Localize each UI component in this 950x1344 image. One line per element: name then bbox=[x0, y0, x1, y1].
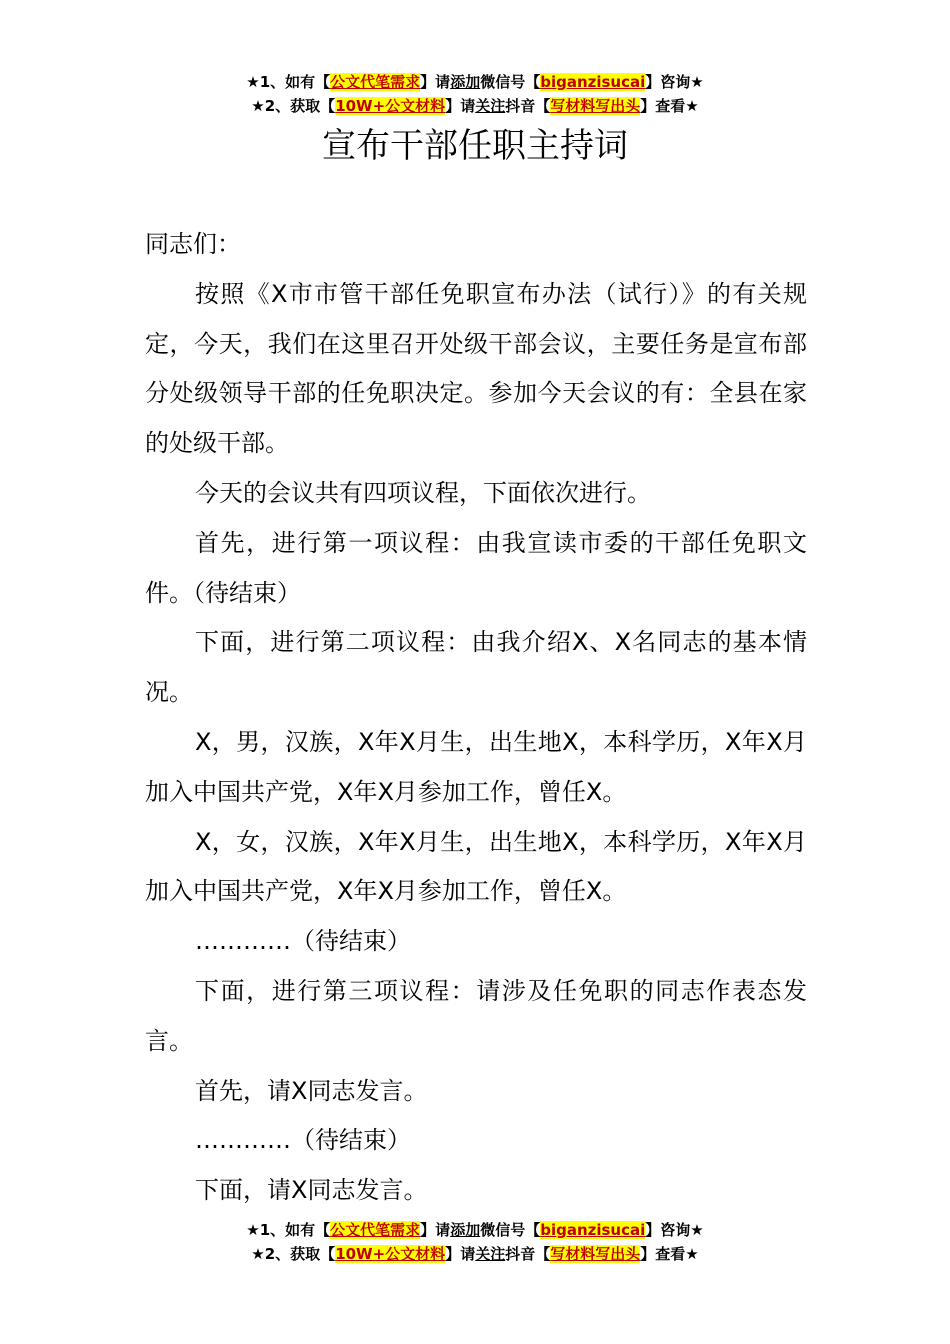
banner-text: 微信号【 bbox=[480, 1221, 541, 1239]
underlined-text: 添加 bbox=[450, 73, 481, 91]
body-paragraph: 下面，进行第二项议程：由我介绍X、X名同志的基本情况。 bbox=[145, 628, 807, 707]
highlight-text: biganzisucai bbox=[540, 1221, 646, 1239]
banner-text: ★1、如有【 bbox=[246, 1221, 331, 1239]
highlight-text: 公文代笔需求 bbox=[330, 73, 421, 91]
body-paragraph: X，男，汉族，X年X月生，出生地X，本科学历，X年X月加入中国共产党，X年X月参加工作，曾任X。 bbox=[145, 727, 807, 806]
body-paragraph: …………（待结束） bbox=[195, 927, 411, 956]
footer-banner bbox=[0, 1218, 950, 1266]
footer-line-2 bbox=[0, 1242, 950, 1266]
body-paragraph: 下面，请X同志发言。 bbox=[195, 1176, 428, 1205]
underlined-text: 关注 bbox=[475, 97, 506, 115]
body-paragraph: X，女，汉族，X年X月生，出生地X，本科学历，X年X月加入中国共产党，X年X月参加工作，曾任X。 bbox=[145, 827, 807, 906]
banner-text: 】请 bbox=[420, 1221, 451, 1239]
banner-text: 】请 bbox=[445, 1245, 476, 1263]
banner-text: 抖音【 bbox=[505, 97, 551, 115]
salutation: 同志们： bbox=[145, 230, 241, 258]
banner-text: 】查看★ bbox=[640, 1245, 699, 1263]
highlight-text: 10W+公文材料 bbox=[335, 97, 446, 115]
body-paragraph: 首先，请X同志发言。 bbox=[195, 1076, 428, 1105]
footer-line-1 bbox=[0, 1218, 950, 1242]
underlined-text: 关注 bbox=[475, 1245, 506, 1263]
underlined-text: 添加 bbox=[450, 1221, 481, 1239]
header-line-2 bbox=[0, 94, 950, 118]
banner-text: 】咨询★ bbox=[645, 1221, 704, 1239]
body-paragraph: 首先，进行第一项议程：由我宣读市委的干部任免职文件。（待结束） bbox=[145, 528, 807, 607]
banner-text: 】请 bbox=[445, 97, 476, 115]
highlight-text: 写材料写出头 bbox=[550, 97, 641, 115]
banner-text: 抖音【 bbox=[505, 1245, 551, 1263]
banner-text: 】咨询★ bbox=[645, 73, 704, 91]
body-paragraph: 今天的会议共有四项议程，下面依次进行。 bbox=[195, 478, 651, 507]
highlight-text: 写材料写出头 bbox=[550, 1245, 641, 1263]
banner-text: 微信号【 bbox=[480, 73, 541, 91]
body-paragraph: …………（待结束） bbox=[195, 1126, 411, 1155]
body-paragraph: 按照《X市市管干部任免职宣布办法（试行）》的有关规定，今天，我们在这里召开处级干部会议，主要任务是宣布部分处级领导干部的任免职决定。参加今天会议的有：全县在家的处级干部。 bbox=[145, 279, 807, 458]
banner-text: ★1、如有【 bbox=[246, 73, 331, 91]
banner-text: ★2、获取【 bbox=[251, 97, 336, 115]
banner-text: 】请 bbox=[420, 73, 451, 91]
highlight-text: biganzisucai bbox=[540, 73, 646, 91]
document-title: 宣布干部任职主持词 bbox=[322, 126, 628, 166]
banner-text: 】查看★ bbox=[640, 97, 699, 115]
highlight-text: 10W+公文材料 bbox=[335, 1245, 446, 1263]
body-paragraph: 下面，进行第三项议程：请涉及任免职的同志作表态发言。 bbox=[145, 976, 807, 1055]
banner-text: ★2、获取【 bbox=[251, 1245, 336, 1263]
highlight-text: 公文代笔需求 bbox=[330, 1221, 421, 1239]
header-banner bbox=[0, 70, 950, 118]
document-body bbox=[145, 220, 807, 1216]
header-line-1 bbox=[0, 70, 950, 94]
